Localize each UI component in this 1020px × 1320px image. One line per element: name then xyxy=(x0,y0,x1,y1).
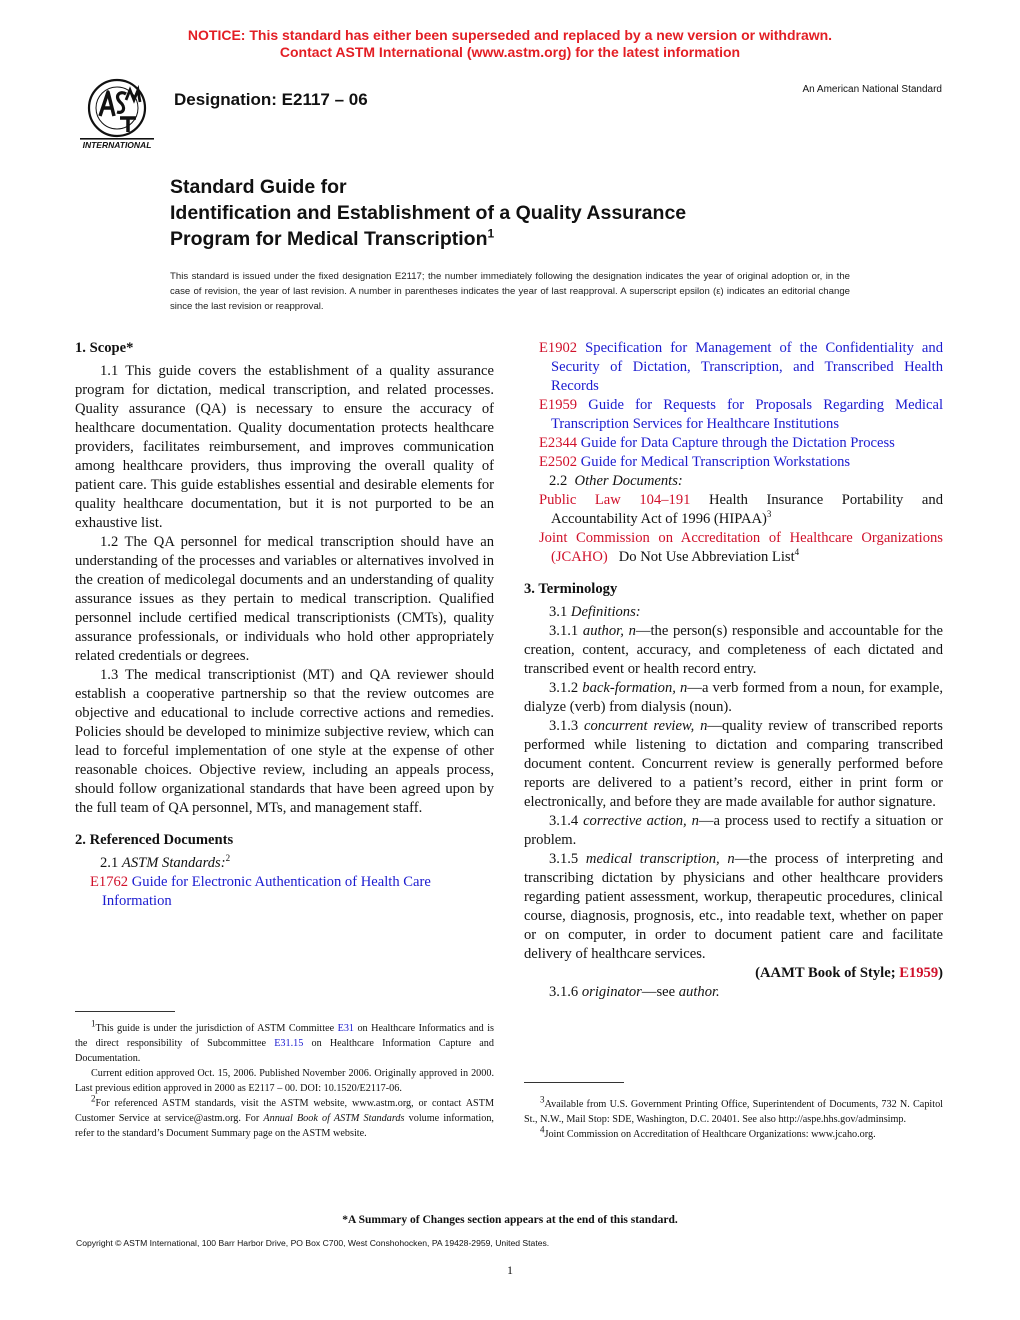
withdrawal-notice xyxy=(0,27,1020,61)
referenced-documents-heading: 2. Referenced Documents xyxy=(75,832,234,848)
term-originator: 3.1.6 originator—see author. xyxy=(549,984,720,1000)
title-line-1: Standard Guide for xyxy=(170,176,347,198)
title-line-3: Program for Medical Transcription$^1$ xyxy=(170,226,495,250)
section-1-2: 1.2 The QA personnel for medical transcription should have an understanding of the processes and variables or alternatives involved in the creation of medicolegal documents and an understanding of quality assurance issues as they pertain to medical transcription. Qualified personnel include certified medical transcriptionists (CMTs), quality assurance professionals, or individuals who hold other appropriately related credentials or degrees. xyxy=(75,534,494,664)
other-documents-label: 2.2 Other Documents: xyxy=(549,473,683,489)
section-1-3: 1.3 The medical transcriptionist (MT) and QA reviewer should establish a cooperative partnership so that the review outcomes are objective and educational to include corrective actions and remedies. Policies should be developed to minimize subjective review, which can lead to forceful implementation of one style at the expense of other reasonable choices. Objective review, including an appeals process, should follow organizational standards that have been agreed upon by the full team of QA personnel, MTs, and management staff. xyxy=(75,667,494,816)
footnote-divider-left xyxy=(75,1011,175,1012)
svg-text:INTERNATIONAL: INTERNATIONAL xyxy=(82,140,152,150)
section-1-1: 1.1 This guide covers the establishment of a quality assurance program for dictation, medical transcription, and related processes. Quality assurance (QA) is necessary to ensure the accuracy of healthcare documentation. Quality documentation protects healthcare providers, facilitates reimbursement, and improves communication among healthcare providers, thus improving the overall quality of patient care. This guide establishes essential and desirable elements for quality healthcare documentation, but it is not purported to be an exhaustive list. xyxy=(75,363,494,531)
astm-standards-label: 2.1 ASTM Standards:$^2$ xyxy=(100,853,231,871)
reference-e2344[interactable]: E2344 Guide for Data Capture through the Dictation Process xyxy=(539,435,895,451)
footnotes-right xyxy=(524,1094,943,1142)
reference-e1762[interactable]: E1762 Guide for Electronic Authentication of Health Care Information xyxy=(90,874,431,909)
term-medical-transcription: 3.1.5 medical transcription, n—the process of interpreting and transcribing dictation by physicians and other healthcare providers regarding patient assessment, workup, therapeutic procedures, clinical course, diagnosis, prognosis, etc., into readable text, whether on paper or on computer, in order to document patient care and facilitate delivery of healthcare services. xyxy=(524,851,944,962)
scope-heading: 1. Scope* xyxy=(75,340,134,356)
copyright: Copyright © ASTM International, 100 Barr Harbor Drive, PO Box C700, West Conshohocken, PA 19428-2959, United States. xyxy=(76,1238,550,1248)
link-e31[interactable]: E31 xyxy=(337,1023,355,1034)
page-number: 1 xyxy=(507,1263,513,1277)
terminology-heading: 3. Terminology xyxy=(524,581,618,597)
astm-logo xyxy=(74,76,160,150)
footnote-3: $^3$Available from U.S. Government Printing Office, Superintendent of Documents, 732 N. Capitol St., N.W., Mail Stop: SDE, Washington, D.C. 20401. See also http://aspe.hhs.gov/adminsimp. xyxy=(524,1094,943,1125)
footnote-divider-right xyxy=(524,1082,624,1083)
term-back-formation: 3.1.2 back-formation, n—a verb formed from a noun, for example, dialyze (verb) from dialysis (noun). xyxy=(524,680,943,715)
left-column xyxy=(75,339,494,911)
aamt-citation: (AAMT Book of Style; E1959) xyxy=(755,965,943,981)
right-column xyxy=(524,339,943,1002)
footnotes-left xyxy=(75,1018,494,1141)
reference-e1902[interactable]: E1902 Specification for Management of the Confidentiality and Security of Dictation, Transcription, and Transcribed Health Records xyxy=(539,340,943,394)
notice-line-1: NOTICE: This standard has either been superseded and replaced by a new version or withdrawn. xyxy=(187,27,833,43)
issued-statement: This standard is issued under the fixed designation E2117; the number immediately following the designation indicates the year of original adoption or, in the case of revision, the year of last revision. A number in parentheses indicates the year of last reapproval. A superscript epsilon (ε) indicates an editorial change since the last revision or reapproval. xyxy=(170,271,850,312)
footnote-1: $^1$This guide is under the jurisdiction of ASTM Committee E31 on Healthcare Informatics and is the direct responsibility of Subcommittee E31.15 on Healthcare Information Capture and Documentation. xyxy=(75,1018,494,1064)
reference-e2502[interactable]: E2502 Guide for Medical Transcription Workstations xyxy=(539,454,851,470)
designation: Designation: E2117 – 06 xyxy=(174,90,368,109)
definitions-label: 3.1 Definitions: xyxy=(549,604,641,620)
term-author: 3.1.1 author, n—the person(s) responsible and accountable for the creation, content, accuracy, and completeness of each dictated and transcribed event or health record entry. xyxy=(524,623,943,677)
link-e31-15[interactable]: E31.15 xyxy=(274,1038,304,1049)
title-footnote-mark: 1 xyxy=(487,226,495,241)
summary-of-changes-note: *A Summary of Changes section appears at the end of this standard. xyxy=(342,1214,678,1226)
footnote-2: $^2$For referenced ASTM standards, visit the ASTM website, www.astm.org, or contact ASTM Customer Service at service@astm.org. For Annual Book of ASTM Standards volume information, refer to the standard’s Document Summary page on the ASTM website. xyxy=(75,1093,494,1139)
reference-jcaho[interactable]: Joint Commission on Accreditation of Healthcare Organizations (JCAHO) Do Not Use Abbreviation List$^4$ xyxy=(539,530,943,565)
term-concurrent-review: 3.1.3 concurrent review, n—quality review of transcribed reports performed while listening to dictation and comparing transcribed document content. Concurrent review is generally performed before reports are delivered to a patient’s record, either in print form or electronically, and before they are made available for author signature. xyxy=(524,718,943,810)
footnote-4: $^4$Joint Commission on Accreditation of Healthcare Organizations: www.jcaho.org. xyxy=(540,1124,876,1140)
edition-note: Current edition approved Oct. 15, 2006. Published November 2006. Originally approved in 2000. Last previous edition approved in 2000 as E2117 – 00. DOI: 10.1520/E2117-06. xyxy=(75,1068,494,1094)
term-corrective-action: 3.1.4 corrective action, n—a process used to rectify a situation or problem. xyxy=(524,813,943,848)
astm-logo-icon xyxy=(74,76,160,150)
reference-e1959[interactable]: E1959 Guide for Requests for Proposals Regarding Medical Transcription Services for Healthcare Institutions xyxy=(539,397,943,432)
title-line-2: Identification and Establishment of a Quality Assurance xyxy=(170,202,687,224)
link-e1959[interactable]: E1959 xyxy=(899,965,939,981)
notice-line-2: Contact ASTM International (www.astm.org) for the latest information xyxy=(279,44,741,60)
document-title xyxy=(170,174,870,252)
national-standard-label: An American National Standard xyxy=(802,84,942,95)
reference-public-law[interactable]: Public Law 104–191 Health Insurance Portability and Accountability Act of 1996 (HIPAA)$^3$ xyxy=(539,492,943,527)
